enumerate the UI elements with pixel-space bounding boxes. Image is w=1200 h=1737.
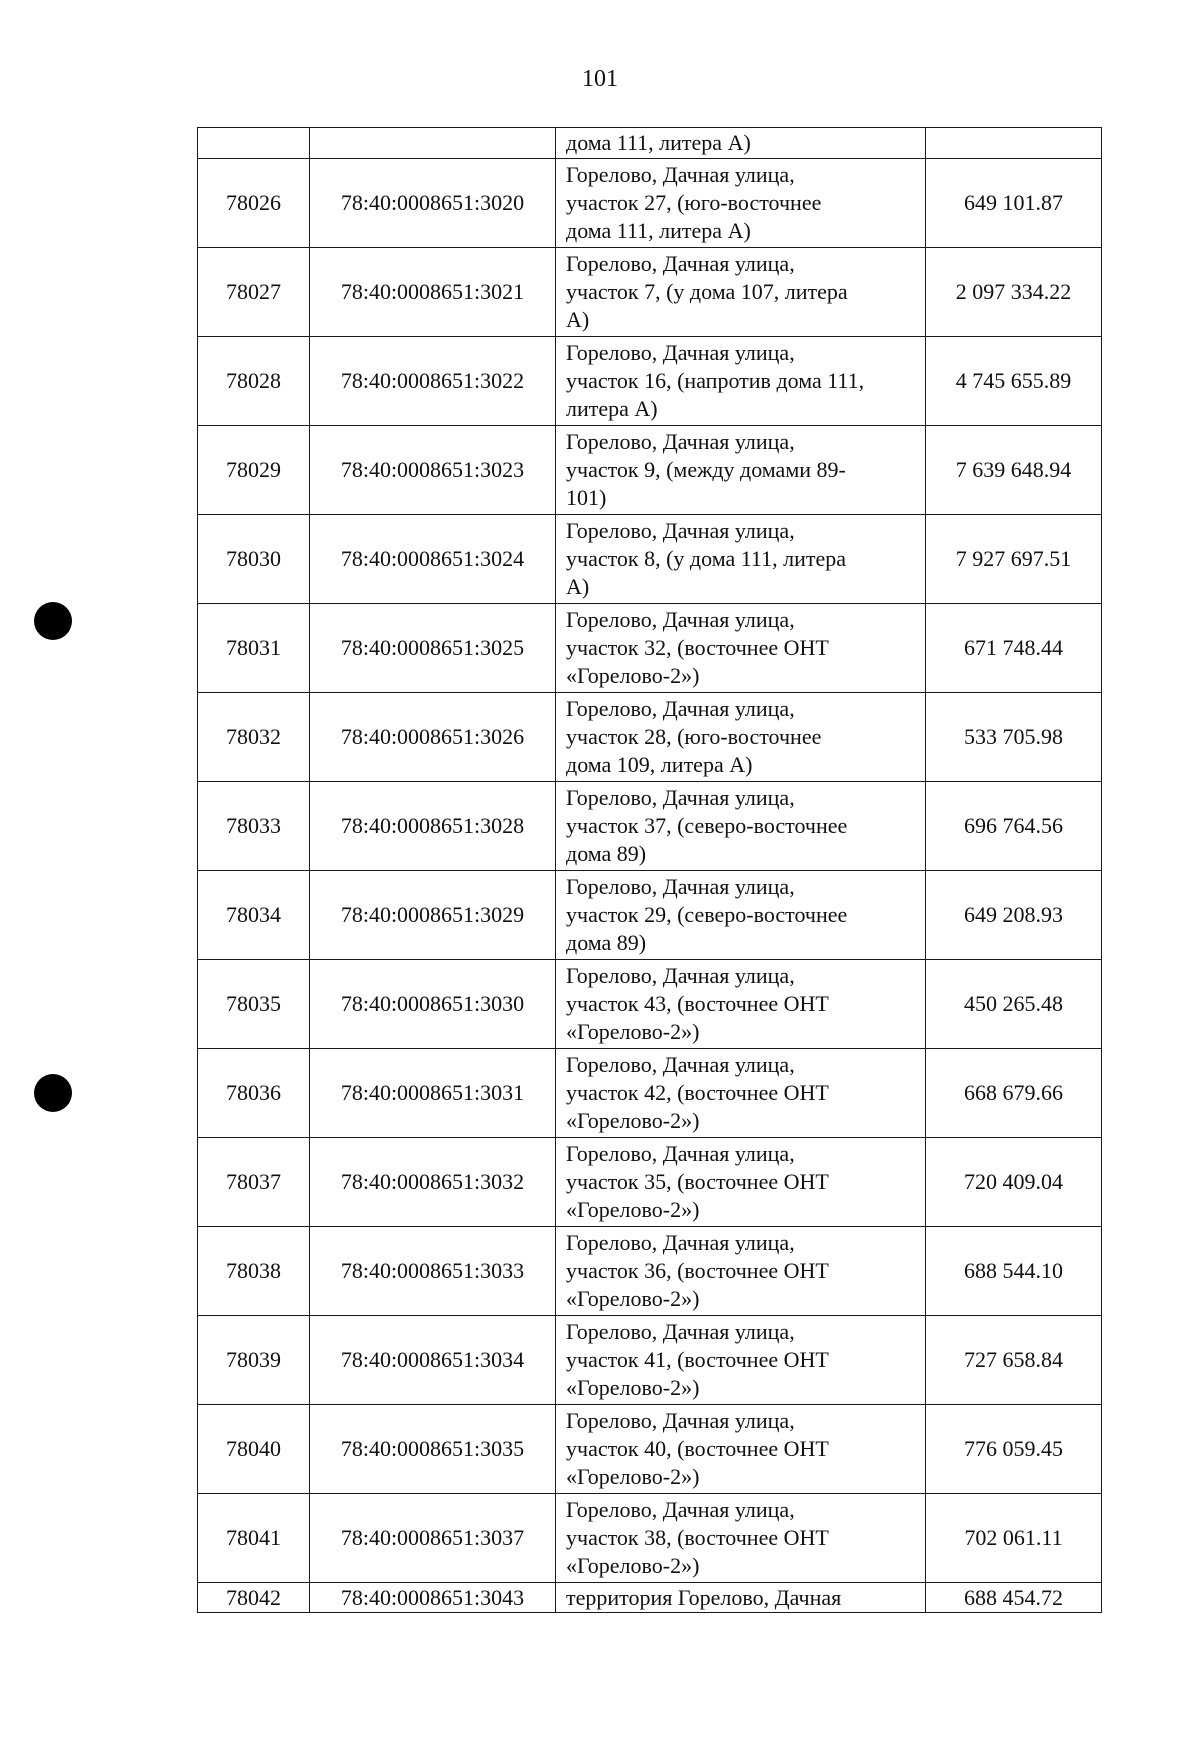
address-line: участок 27, (юго-восточнее <box>566 190 822 215</box>
cadastral-cell: 78:40:0008651:3025 <box>310 604 556 693</box>
address-line: участок 32, (восточнее ОНТ <box>566 635 829 660</box>
address-line: «Горелово-2») <box>566 1553 700 1578</box>
address-cell <box>556 1494 926 1583</box>
address-line: Горелово, Дачная улица, <box>566 1052 795 1077</box>
address-line: «Горелово-2») <box>566 1286 700 1311</box>
value-cell: 649 101.87 <box>926 159 1102 248</box>
id-cell: 78038 <box>198 1227 310 1316</box>
address-line: Горелово, Дачная улица, <box>566 1230 795 1255</box>
value-cell: 7 927 697.51 <box>926 515 1102 604</box>
table-row <box>198 1316 1102 1405</box>
id-cell: 78040 <box>198 1405 310 1494</box>
address-line: дома 109, литера А) <box>566 752 753 777</box>
address-line: «Горелово-2») <box>566 1464 700 1489</box>
table-row-truncated <box>198 1583 1102 1613</box>
value-cell: 7 639 648.94 <box>926 426 1102 515</box>
id-cell: 78041 <box>198 1494 310 1583</box>
cadastral-cell: 78:40:0008651:3032 <box>310 1138 556 1227</box>
value-cell: 671 748.44 <box>926 604 1102 693</box>
address-line: участок 38, (восточнее ОНТ <box>566 1525 829 1550</box>
table-row <box>198 871 1102 960</box>
address-line: участок 43, (восточнее ОНТ <box>566 991 829 1016</box>
table-row <box>198 1405 1102 1494</box>
address-line: Горелово, Дачная улица, <box>566 1497 795 1522</box>
address-line: Горелово, Дачная улица, <box>566 251 795 276</box>
table-row <box>198 426 1102 515</box>
cadastral-cell: 78:40:0008651:3029 <box>310 871 556 960</box>
address-line: Горелово, Дачная улица, <box>566 429 795 454</box>
table-row-continuation <box>198 128 1102 159</box>
id-cell: 78026 <box>198 159 310 248</box>
address-line: Горелово, Дачная улица, <box>566 1408 795 1433</box>
table-row <box>198 693 1102 782</box>
address-line: участок 41, (восточнее ОНТ <box>566 1347 829 1372</box>
cadastral-cell: 78:40:0008651:3024 <box>310 515 556 604</box>
address-cell <box>556 515 926 604</box>
table-row <box>198 248 1102 337</box>
cadastral-cell: 78:40:0008651:3021 <box>310 248 556 337</box>
id-cell: 78042 <box>198 1583 310 1613</box>
address-line: участок 42, (восточнее ОНТ <box>566 1080 829 1105</box>
table-row <box>198 1138 1102 1227</box>
address-cell <box>556 871 926 960</box>
table-row <box>198 1494 1102 1583</box>
address-cell <box>556 693 926 782</box>
table-row <box>198 159 1102 248</box>
address-line: участок 40, (восточнее ОНТ <box>566 1436 829 1461</box>
table-row <box>198 337 1102 426</box>
address-line: «Горелово-2») <box>566 663 700 688</box>
value-cell: 688 544.10 <box>926 1227 1102 1316</box>
id-cell: 78033 <box>198 782 310 871</box>
address-cell <box>556 337 926 426</box>
land-plot-table <box>197 127 1102 1613</box>
address-line: участок 36, (восточнее ОНТ <box>566 1258 829 1283</box>
id-cell: 78028 <box>198 337 310 426</box>
punch-hole-mark <box>34 602 72 640</box>
address-line: А) <box>566 574 590 599</box>
id-cell: 78031 <box>198 604 310 693</box>
address-cell <box>556 128 926 159</box>
cadastral-cell: 78:40:0008651:3022 <box>310 337 556 426</box>
value-cell <box>926 128 1102 159</box>
value-cell: 533 705.98 <box>926 693 1102 782</box>
cadastral-cell: 78:40:0008651:3030 <box>310 960 556 1049</box>
cadastral-cell: 78:40:0008651:3031 <box>310 1049 556 1138</box>
address-cell <box>556 248 926 337</box>
address-line: Горелово, Дачная улица, <box>566 1319 795 1344</box>
table-row <box>198 604 1102 693</box>
table-row <box>198 515 1102 604</box>
address-line: Горелово, Дачная улица, <box>566 518 795 543</box>
address-line: «Горелово-2») <box>566 1375 700 1400</box>
id-cell: 78029 <box>198 426 310 515</box>
id-cell <box>198 128 310 159</box>
address-line: А) <box>566 307 590 332</box>
cadastral-cell: 78:40:0008651:3037 <box>310 1494 556 1583</box>
address-line: дома 89) <box>566 841 647 866</box>
value-cell: 727 658.84 <box>926 1316 1102 1405</box>
address-cell <box>556 1405 926 1494</box>
address-line: участок 29, (северо-восточнее <box>566 902 848 927</box>
address-line: «Горелово-2») <box>566 1019 700 1044</box>
address-line: Горелово, Дачная улица, <box>566 696 795 721</box>
cadastral-cell <box>310 128 556 159</box>
address-cell <box>556 782 926 871</box>
value-cell: 668 679.66 <box>926 1049 1102 1138</box>
address-line: Горелово, Дачная улица, <box>566 162 795 187</box>
value-cell: 2 097 334.22 <box>926 248 1102 337</box>
address-line: участок 16, (напротив дома 111, <box>566 368 865 393</box>
value-cell: 688 454.72 <box>926 1583 1102 1613</box>
address-line: литера А) <box>566 396 658 421</box>
address-cell <box>556 426 926 515</box>
address-line: Горелово, Дачная улица, <box>566 963 795 988</box>
address-line: «Горелово-2») <box>566 1197 700 1222</box>
address-line: 101) <box>566 485 607 510</box>
value-cell: 450 265.48 <box>926 960 1102 1049</box>
address-line: участок 37, (северо-восточнее <box>566 813 848 838</box>
address-cell <box>556 604 926 693</box>
table-row <box>198 1049 1102 1138</box>
cadastral-cell: 78:40:0008651:3033 <box>310 1227 556 1316</box>
cadastral-cell: 78:40:0008651:3028 <box>310 782 556 871</box>
address-cell <box>556 1227 926 1316</box>
address-line: дома 111, литера А) <box>566 130 751 155</box>
table-row <box>198 782 1102 871</box>
address-cell <box>556 1316 926 1405</box>
address-line: Горелово, Дачная улица, <box>566 874 795 899</box>
address-line: Горелово, Дачная улица, <box>566 1141 795 1166</box>
page-number: 101 <box>582 66 618 92</box>
address-cell: территория Горелово, Дачная <box>556 1583 926 1613</box>
address-line: участок 28, (юго-восточнее <box>566 724 822 749</box>
cadastral-cell: 78:40:0008651:3043 <box>310 1583 556 1613</box>
id-cell: 78032 <box>198 693 310 782</box>
cadastral-cell: 78:40:0008651:3026 <box>310 693 556 782</box>
id-cell: 78039 <box>198 1316 310 1405</box>
address-line: Горелово, Дачная улица, <box>566 340 795 365</box>
punch-hole-mark <box>34 1074 72 1112</box>
value-cell: 776 059.45 <box>926 1405 1102 1494</box>
address-line: участок 8, (у дома 111, литера <box>566 546 847 571</box>
address-cell <box>556 1138 926 1227</box>
address-line: участок 9, (между домами 89- <box>566 457 846 482</box>
address-cell <box>556 1049 926 1138</box>
address-line: Горелово, Дачная улица, <box>566 785 795 810</box>
address-cell <box>556 960 926 1049</box>
value-cell: 649 208.93 <box>926 871 1102 960</box>
id-cell: 78036 <box>198 1049 310 1138</box>
address-line: участок 7, (у дома 107, литера <box>566 279 848 304</box>
id-cell: 78030 <box>198 515 310 604</box>
id-cell: 78034 <box>198 871 310 960</box>
cadastral-cell: 78:40:0008651:3020 <box>310 159 556 248</box>
address-cell <box>556 159 926 248</box>
value-cell: 4 745 655.89 <box>926 337 1102 426</box>
table-row <box>198 960 1102 1049</box>
value-cell: 720 409.04 <box>926 1138 1102 1227</box>
address-line: дома 111, литера А) <box>566 218 751 243</box>
address-line: участок 35, (восточнее ОНТ <box>566 1169 829 1194</box>
cadastral-cell: 78:40:0008651:3035 <box>310 1405 556 1494</box>
table-row <box>198 1227 1102 1316</box>
cadastral-cell: 78:40:0008651:3023 <box>310 426 556 515</box>
id-cell: 78035 <box>198 960 310 1049</box>
id-cell: 78037 <box>198 1138 310 1227</box>
address-line: Горелово, Дачная улица, <box>566 607 795 632</box>
address-line: «Горелово-2») <box>566 1108 700 1133</box>
address-line: дома 89) <box>566 930 647 955</box>
id-cell: 78027 <box>198 248 310 337</box>
table-body <box>198 128 1102 1613</box>
cadastral-cell: 78:40:0008651:3034 <box>310 1316 556 1405</box>
value-cell: 696 764.56 <box>926 782 1102 871</box>
value-cell: 702 061.11 <box>926 1494 1102 1583</box>
